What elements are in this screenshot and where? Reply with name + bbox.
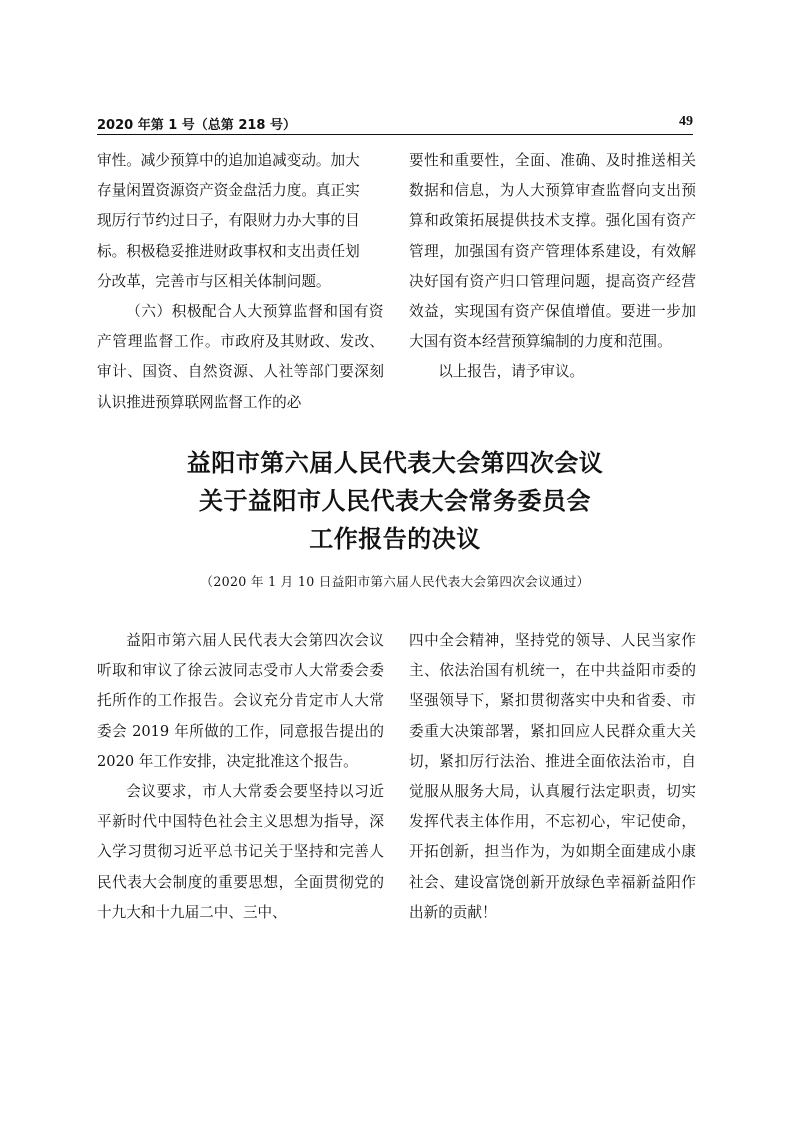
closing-line: 以上报告，请予审议。 — [438, 363, 585, 381]
body-paragraph: 四中全会精神，坚持党的领导、人民当家作主、依法治国有机统一，在中共益阳市委的坚强领导下，紧扣贯彻落实中央和省委、市委重大决策部署，紧扣回应人民群众重大关切，紧扣厉行法治、推进全面依法治市，自觉服从服务大局，认真履行法定职责，切实发挥代表主体作用，不忘初心，牢记使命，开拓创新，担当作为，为如期全面建成小康社会、建设富饶创新开放绿色幸福新益阳作出新的贡献！ — [409, 632, 696, 921]
bottom-left-column — [97, 626, 384, 928]
resolution-title — [97, 444, 693, 558]
title-line: 益阳市第六届人民代表大会第四次会议 — [186, 449, 604, 477]
title-line: 关于益阳市人民代表大会常务委员会 — [199, 487, 591, 515]
body-line: 分改革，完善市与区相关体制问题。 — [97, 272, 331, 290]
body-paragraph — [97, 297, 384, 418]
body-line: 标。积极稳妥推进财政事权和支出责任划 — [97, 242, 360, 260]
issue-label: 2020 年第 1 号（总第 218 号） — [97, 118, 296, 133]
resolution-subtitle: （2020 年 1 月 10 日益阳市第六届人民代表大会第四次会议通过） — [200, 574, 590, 589]
title-line: 工作报告的决议 — [309, 525, 481, 553]
page-number: 49 — [679, 114, 693, 129]
body-line: 存量闲置资源资产资金盘活力度。真正实 — [97, 182, 360, 200]
top-right-column — [409, 146, 696, 388]
section-heading: （六）积极配合人大预算监督和国有资产管理监督工作。 — [97, 303, 384, 351]
body-line: 审性。减少预算中的追加追减变动。加大 — [97, 152, 360, 169]
top-left-column — [97, 146, 384, 418]
body-paragraph: 益阳市第六届人民代表大会第四次会议听取和审议了徐云波同志受市人大常委会委托所作的工作报告。会议充分肯定市人大常委会 2019 年所做的工作，同意报告提出的 2020 年工作安排，决定批准这个报告。 — [97, 632, 384, 770]
body-paragraph: 要性和重要性，全面、准确、及时推送相关数据和信息，为人大预算审查监督向支出预算和政策拓展提供技术支撑。强化国有资产管理，加强国有资产管理体系建设，有效解决好国有资产归口管理问题，提高资产经营效益，实现国有资产保值增值。要进一步加大国有资本经营预算编制的力度和范围。 — [409, 152, 696, 351]
page-header — [97, 112, 693, 135]
section-body: 市政府及其财政、发改、审计、国资、自然资源、人社等部门要深刻认识推进预算联网监督工作的必 — [97, 333, 384, 411]
body-paragraph: 会议要求，市人大常委会要坚持以习近平新时代中国特色社会主义思想为指导，深入学习贯彻习近平总书记关于坚持和完善人民代表大会制度的重要思想，全面贯彻党的十九大和十九届二中、三中、 — [97, 783, 384, 921]
body-line: 现厉行节约过日子，有限财力办大事的目 — [97, 212, 360, 230]
bottom-right-column — [409, 626, 696, 928]
